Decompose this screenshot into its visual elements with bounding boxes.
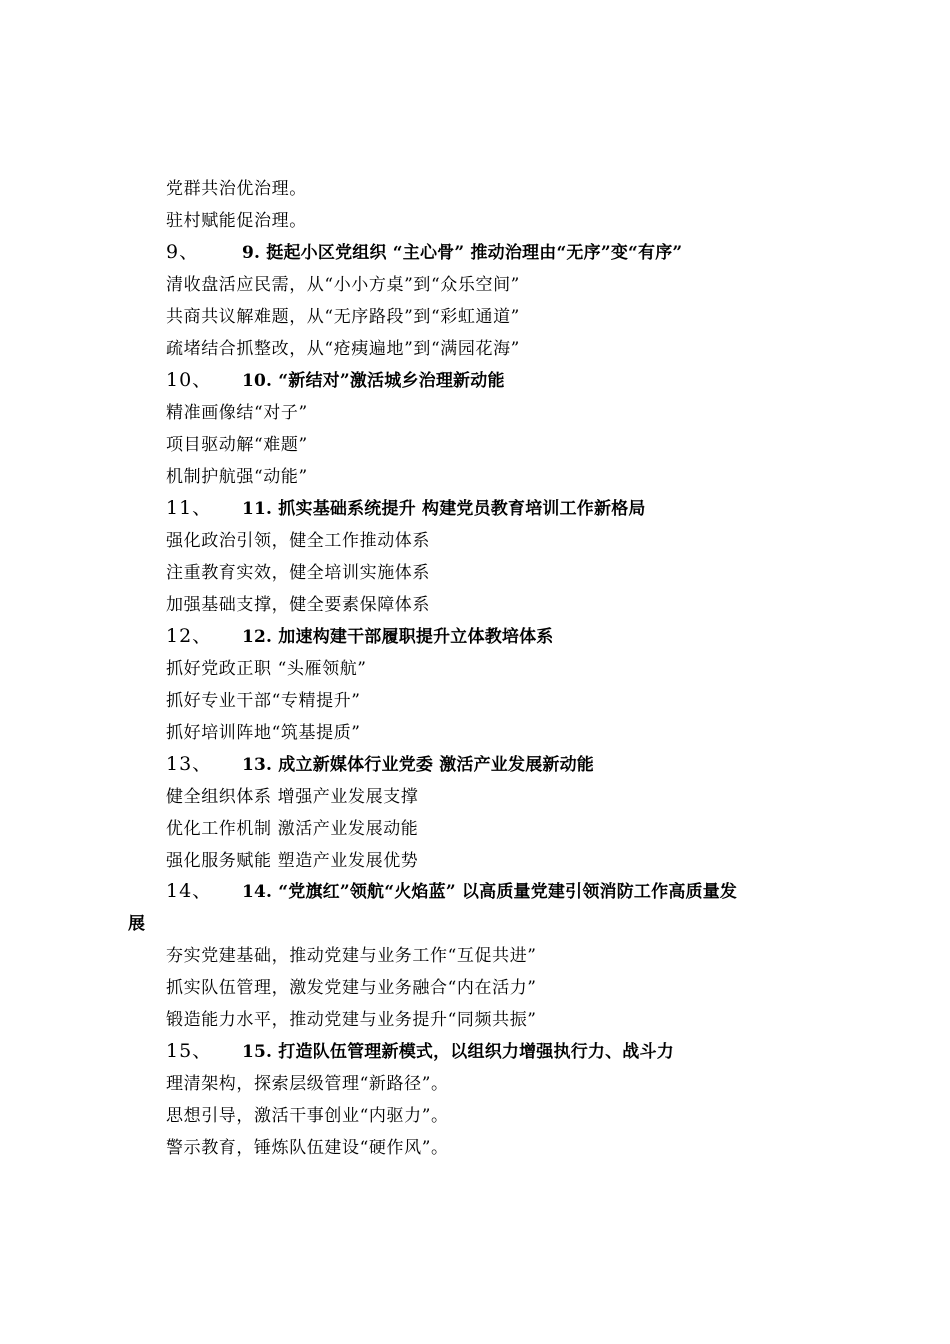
- section-title-continuation: 展: [128, 914, 145, 934]
- section-item: 机制护航强“动能”: [166, 467, 308, 487]
- section-heading: [166, 1040, 674, 1063]
- section-title: 14. “党旗红”领航“火焰蓝” 以高质量党建引领消防工作高质量发: [242, 882, 738, 902]
- section-item: 思想引导，激活干事创业“内驱力”。: [166, 1106, 449, 1126]
- section-heading: [166, 497, 646, 520]
- section-heading: [166, 753, 594, 776]
- section-heading: [166, 625, 554, 648]
- section-number: 11、: [166, 497, 213, 519]
- section-number: 12、: [166, 625, 213, 647]
- section-item: 加强基础支撑，健全要素保障体系: [166, 595, 430, 615]
- section-number: 9、: [166, 241, 200, 263]
- section-title: 12. 加速构建干部履职提升立体教培体系: [242, 627, 554, 647]
- section-number: 14、: [166, 880, 213, 902]
- section-item: 注重教育实效，健全培训实施体系: [166, 563, 430, 583]
- section-item: 抓好培训阵地“筑基提质”: [166, 723, 361, 743]
- section-title: 13. 成立新媒体行业党委 激活产业发展新动能: [242, 755, 595, 775]
- section-item: 健全组织体系 增强产业发展支撑: [166, 787, 419, 807]
- section-number: 13、: [166, 753, 213, 775]
- section-item: 优化工作机制 激活产业发展动能: [166, 819, 419, 839]
- section-title: 9. 挺起小区党组织 “主心骨” 推动治理由“无序”变“有序”: [242, 243, 683, 263]
- section-item: 警示教育，锤炼队伍建设“硬作风”。: [166, 1138, 449, 1158]
- section-item: 共商共议解难题，从“无序路段”到“彩虹通道”: [166, 307, 520, 327]
- section-item: 锻造能力水平，推动党建与业务提升“同频共振”: [166, 1010, 537, 1030]
- intro-line: 驻村赋能促治理。: [166, 211, 307, 231]
- section-item: 抓实队伍管理，激发党建与业务融合“内在活力”: [166, 978, 537, 998]
- section-item: 强化政治引领，健全工作推动体系: [166, 531, 430, 551]
- section-title: 10. “新结对”激活城乡治理新动能: [242, 371, 505, 391]
- section-heading: [166, 369, 505, 392]
- section-title: 11. 抓实基础系统提升 构建党员教育培训工作新格局: [242, 499, 646, 519]
- section-number: 15、: [166, 1040, 213, 1062]
- section-heading: [166, 241, 682, 264]
- section-item: 抓好党政正职 “头雁领航”: [166, 659, 367, 679]
- section-heading: [166, 880, 737, 903]
- section-item: 清收盘活应民需，从“小小方桌”到“众乐空间”: [166, 275, 520, 295]
- intro-line: 党群共治优治理。: [166, 179, 307, 199]
- section-number: 10、: [166, 369, 213, 391]
- section-item: 精准画像结“对子”: [166, 403, 308, 423]
- section-item: 项目驱动解“难题”: [166, 435, 308, 455]
- section-item: 夯实党建基础，推动党建与业务工作“互促共进”: [166, 946, 537, 966]
- section-item: 强化服务赋能 塑造产业发展优势: [166, 851, 419, 871]
- section-title: 15. 打造队伍管理新模式，以组织力增强执行力、战斗力: [242, 1042, 674, 1062]
- section-item: 疏堵结合抓整改，从“疮痍遍地”到“满园花海”: [166, 339, 520, 359]
- section-item: 理清架构，探索层级管理“新路径”。: [166, 1074, 449, 1094]
- section-item: 抓好专业干部“专精提升”: [166, 691, 361, 711]
